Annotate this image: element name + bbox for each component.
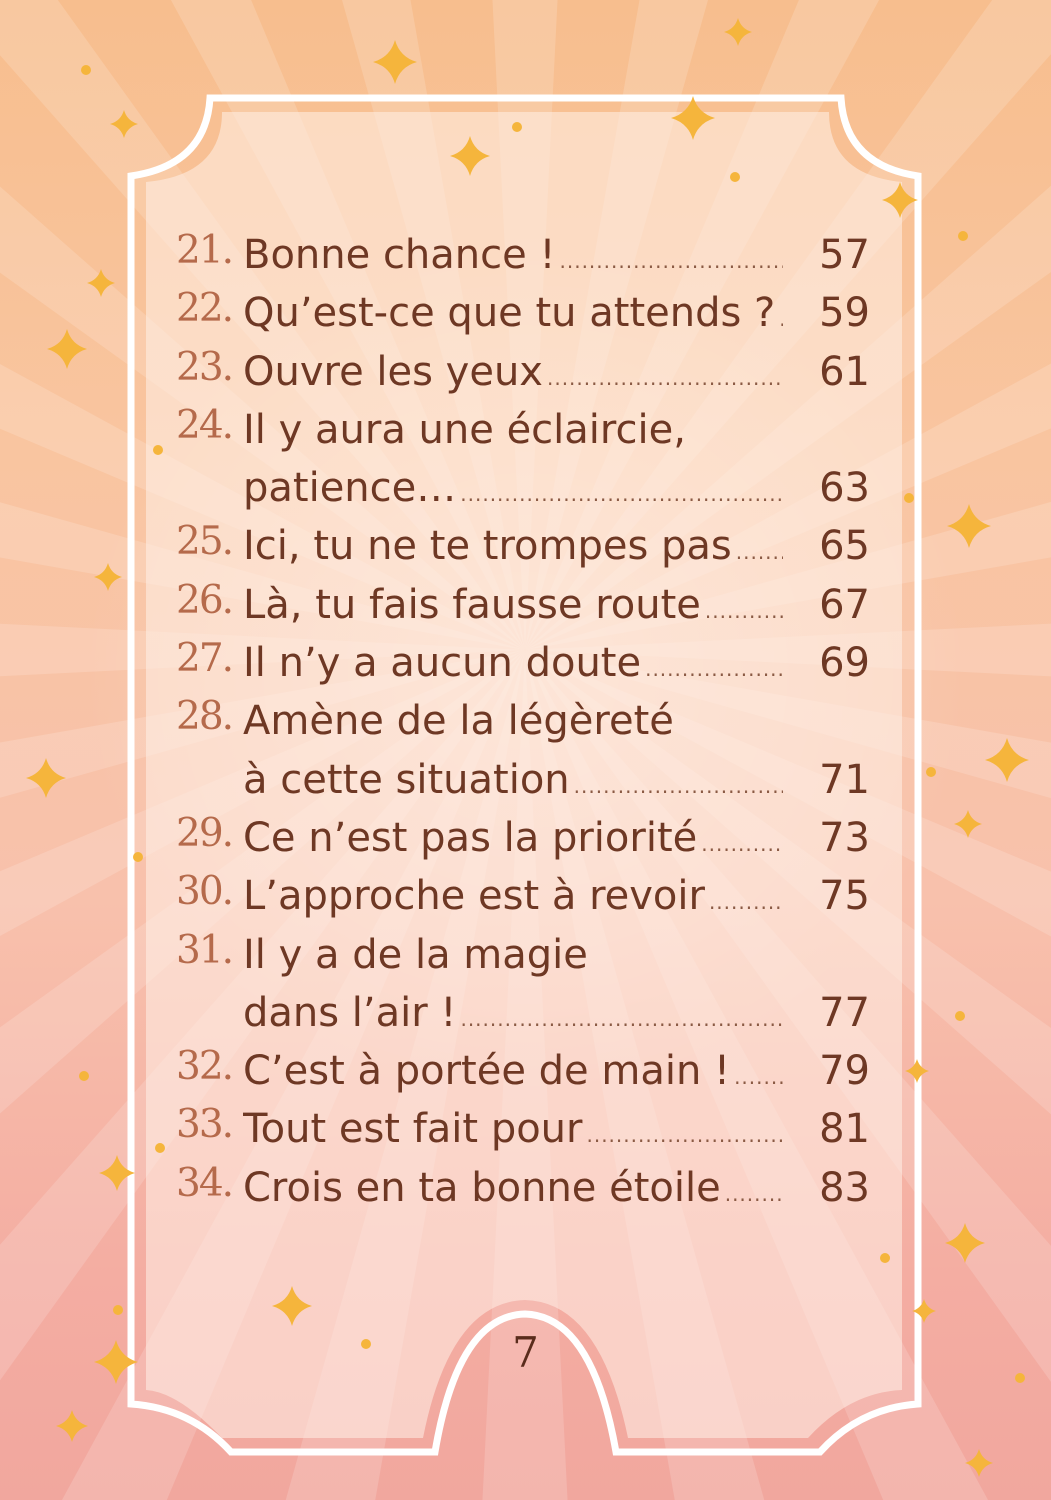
toc-entry — [176, 805, 876, 863]
toc-entry-title — [243, 284, 783, 342]
toc-title-line — [243, 984, 783, 1042]
toc-entry-number: 21. — [176, 228, 233, 273]
toc-title-text: Amène de la légèreté — [243, 698, 674, 745]
four-point-star-icon — [954, 810, 982, 838]
dot-sparkle — [926, 767, 936, 777]
four-point-star-icon — [965, 1449, 993, 1477]
dot-leader — [574, 757, 783, 809]
toc-entry-page: 81 — [819, 1106, 870, 1153]
toc-entry — [176, 1155, 876, 1213]
toc-title-line — [243, 867, 783, 925]
toc-entry — [176, 1038, 876, 1096]
toc-title-line — [243, 401, 783, 459]
toc-title-text: à cette situation — [243, 756, 570, 803]
toc-entry — [176, 630, 876, 688]
dot-sparkle — [133, 852, 143, 862]
toc-title-line — [243, 226, 783, 284]
toc-entry-title — [243, 926, 783, 1043]
dot-leader — [705, 582, 783, 634]
dot-sparkle — [512, 122, 522, 132]
toc-entry — [176, 339, 876, 397]
toc-title-text: patience… — [243, 465, 457, 512]
toc-entry-title — [243, 692, 783, 809]
toc-title-text: Crois en ta bonne étoile — [243, 1164, 721, 1211]
toc-entry-page: 71 — [819, 756, 870, 803]
toc-entry-title — [243, 1042, 783, 1100]
toc-entry-title — [243, 1159, 783, 1217]
toc-title-text: Qu’est-ce que tu attends ? — [243, 290, 776, 337]
dot-leader — [645, 640, 783, 692]
toc-entry-number: 28. — [176, 694, 233, 740]
toc-entry-title — [243, 867, 783, 925]
four-point-star-icon — [26, 758, 66, 798]
dot-leader — [736, 523, 783, 575]
toc-entry-page: 73 — [819, 814, 870, 861]
dot-sparkle — [81, 65, 91, 75]
four-point-star-icon — [94, 563, 122, 591]
toc-entry-page: 65 — [819, 523, 870, 570]
toc-title-line — [243, 751, 783, 809]
four-point-star-icon — [87, 269, 115, 297]
toc-title-text: L’approche est à revoir — [243, 873, 705, 920]
toc-entry — [176, 688, 876, 805]
four-point-star-icon — [671, 96, 715, 140]
toc-title-line — [243, 284, 783, 342]
toc-entry-title — [243, 634, 783, 692]
toc-title-text: C’est à portée de main ! — [243, 1048, 731, 1095]
toc-title-line — [243, 1159, 783, 1217]
toc-entry-page: 79 — [819, 1048, 870, 1095]
toc-entry-title — [243, 517, 783, 575]
dot-sparkle — [153, 445, 163, 455]
dot-leader — [701, 815, 783, 867]
four-point-star-icon — [912, 1299, 936, 1323]
table-of-contents — [176, 222, 876, 1213]
four-point-star-icon — [947, 504, 991, 548]
four-point-star-icon — [985, 738, 1029, 782]
four-point-star-icon — [882, 182, 918, 218]
toc-entry-page: 83 — [819, 1164, 870, 1211]
toc-entry-number: 30. — [176, 869, 233, 915]
toc-title-line — [243, 634, 783, 692]
dot-sparkle — [904, 493, 914, 503]
four-point-star-icon — [56, 1410, 88, 1442]
toc-title-line — [243, 517, 783, 575]
toc-title-text: Là, tu fais fausse route — [243, 581, 701, 628]
toc-entry-number: 27. — [176, 636, 233, 682]
dot-sparkle — [113, 1305, 123, 1315]
toc-title-text: Il y a de la magie — [243, 931, 588, 978]
dot-sparkle — [880, 1253, 890, 1263]
dot-leader — [560, 232, 784, 284]
toc-entry-number: 32. — [176, 1044, 233, 1090]
toc-entry — [176, 863, 876, 921]
toc-entry-title — [243, 401, 783, 518]
four-point-star-icon — [724, 18, 752, 46]
toc-title-text: Ce n’est pas la priorité — [243, 814, 698, 861]
toc-title-text: Il y aura une éclaircie, — [243, 406, 686, 453]
toc-entry — [176, 1096, 876, 1154]
toc-entry-number: 29. — [176, 810, 233, 856]
toc-entry-number: 31. — [176, 927, 233, 973]
toc-title-text: Bonne chance ! — [243, 232, 556, 278]
toc-entry — [176, 922, 876, 1039]
dot-sparkle — [955, 1011, 965, 1021]
dot-leader — [547, 349, 783, 401]
toc-entry-page: 75 — [819, 873, 870, 920]
toc-title-text: Ouvre les yeux — [243, 348, 543, 395]
toc-entry — [176, 397, 876, 514]
dot-sparkle — [958, 231, 968, 241]
dot-sparkle — [79, 1071, 89, 1081]
dot-leader — [725, 1165, 783, 1217]
toc-entry-page: 61 — [819, 348, 870, 395]
page-number: 7 — [512, 1328, 539, 1377]
toc-entry-number: 23. — [176, 344, 233, 390]
dot-leader — [734, 1048, 783, 1100]
toc-entry-page: 69 — [819, 640, 870, 687]
toc-title-text: Ici, tu ne te trompes pas — [243, 523, 732, 570]
toc-entry-page: 63 — [819, 465, 870, 512]
four-point-star-icon — [272, 1286, 312, 1326]
four-point-star-icon — [99, 1155, 135, 1191]
four-point-star-icon — [373, 40, 417, 84]
toc-title-line — [243, 692, 783, 750]
toc-entry-page: 57 — [819, 232, 870, 278]
toc-entry-title — [243, 576, 783, 634]
toc-title-line — [243, 343, 783, 401]
toc-entry — [176, 572, 876, 630]
dot-sparkle — [155, 1143, 165, 1153]
toc-title-line — [243, 459, 783, 517]
toc-entry — [176, 280, 876, 338]
toc-title-line — [243, 809, 783, 867]
toc-entry-number: 33. — [176, 1102, 233, 1148]
four-point-star-icon — [945, 1223, 985, 1263]
toc-entry-number: 22. — [176, 286, 233, 332]
four-point-star-icon — [905, 1059, 929, 1083]
toc-title-line — [243, 926, 783, 984]
toc-title-line — [243, 576, 783, 634]
dot-leader — [709, 873, 783, 925]
toc-title-line — [243, 1100, 783, 1158]
four-point-star-icon — [450, 136, 490, 176]
toc-entry-page: 77 — [819, 989, 870, 1036]
four-point-star-icon — [47, 329, 87, 369]
toc-title-text: Tout est fait pour — [243, 1106, 583, 1153]
dot-sparkle — [730, 172, 740, 182]
dot-leader — [460, 990, 783, 1042]
toc-title-line — [243, 1042, 783, 1100]
toc-entry-title — [243, 1100, 783, 1158]
toc-entry-number: 24. — [176, 402, 233, 448]
toc-entry-title — [243, 226, 783, 284]
four-point-star-icon — [110, 110, 138, 138]
toc-title-text: Il n’y a aucun doute — [243, 640, 642, 687]
toc-entry-title — [243, 809, 783, 867]
toc-entry-number: 34. — [176, 1160, 233, 1206]
dot-leader — [460, 465, 783, 517]
toc-entry — [176, 513, 876, 571]
toc-entry-page: 67 — [819, 581, 870, 628]
toc-entry — [176, 222, 876, 280]
dot-leader — [586, 1106, 783, 1158]
toc-entry-title — [243, 343, 783, 401]
toc-title-text: dans l’air ! — [243, 989, 457, 1036]
toc-entry-number: 25. — [176, 519, 233, 565]
toc-entry-page: 59 — [819, 290, 870, 337]
toc-entry-number: 26. — [176, 577, 233, 623]
dot-leader — [779, 290, 783, 342]
